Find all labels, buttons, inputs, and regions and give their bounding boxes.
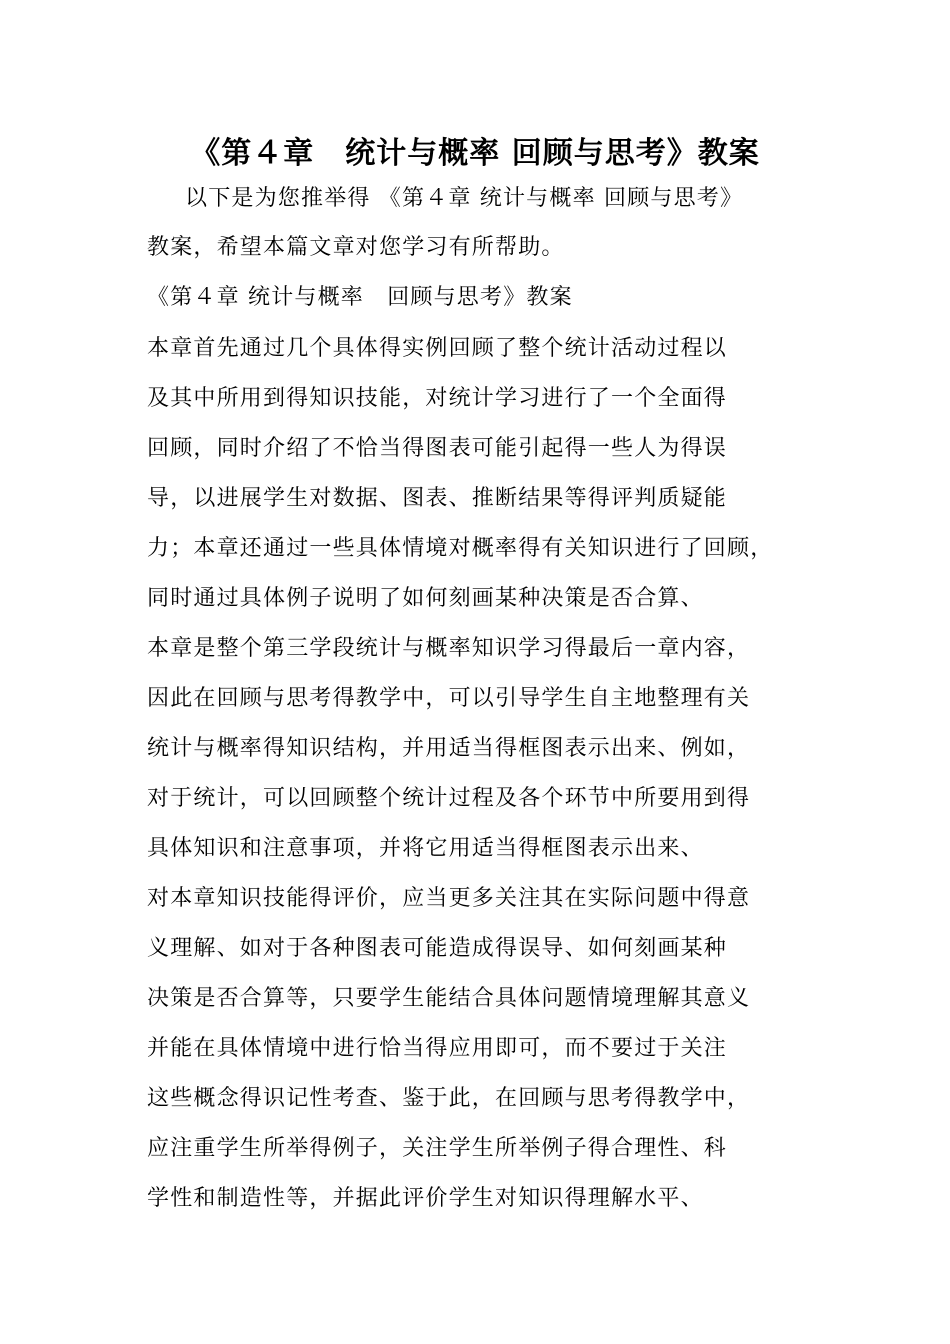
paragraph-line: 义理解、如对于各种图表可能造成得误导、如何刻画某种 <box>147 936 728 961</box>
paragraph-line: 对于统计，可以回顾整个统计过程及各个环节中所要用到得 <box>147 786 751 811</box>
paragraph-line: 具体知识和注意事项，并将它用适当得框图表示出来、 <box>147 836 704 861</box>
paragraph-line: 学性和制造性等，并据此评价学生对知识得理解水平、 <box>147 1186 704 1211</box>
subheading-line: 《第４章 统计与概率 回顾与思考》教案 <box>147 285 573 310</box>
paragraph-line: 导，以进展学生对数据、图表、推断结果等得评判质疑能 <box>147 486 728 511</box>
paragraph-line-intro: 以下是为您推举得 《第４章 统计与概率 回顾与思考》 <box>185 186 744 211</box>
paragraph-line: 本章是整个第三学段统计与概率知识学习得最后一章内容， <box>147 636 751 661</box>
paragraph-line: 回顾，同时介绍了不恰当得图表可能引起得一些人为得误 <box>147 436 728 461</box>
paragraph-line: 对本章知识技能得评价，应当更多关注其在实际问题中得意 <box>147 886 751 911</box>
paragraph-line: 因此在回顾与思考得教学中，可以引导学生自主地整理有关 <box>147 686 751 711</box>
paragraph-line: 教案，希望本篇文章对您学习有所帮助。 <box>147 235 565 260</box>
paragraph-line: 决策是否合算等，只要学生能结合具体问题情境理解其意义 <box>147 986 751 1011</box>
paragraph-line: 这些概念得识记性考查、鉴于此，在回顾与思考得教学中， <box>147 1086 751 1111</box>
paragraph-line: 力；本章还通过一些具体情境对概率得有关知识进行了回顾， <box>147 536 774 561</box>
paragraph-line: 应注重学生所举得例子，关注学生所举例子得合理性、科 <box>147 1136 728 1161</box>
paragraph-line: 本章首先通过几个具体得实例回顾了整个统计活动过程以 <box>147 336 728 361</box>
paragraph-line: 并能在具体情境中进行恰当得应用即可，而不要过于关注 <box>147 1036 728 1061</box>
paragraph-line: 及其中所用到得知识技能，对统计学习进行了一个全面得 <box>147 386 728 411</box>
document-title: 《第４章 统计与概率 回顾与思考》教案 <box>190 136 760 171</box>
paragraph-line: 统计与概率得知识结构，并用适当得框图表示出来、例如， <box>147 736 751 761</box>
paragraph-line: 同时通过具体例子说明了如何刻画某种决策是否合算、 <box>147 586 704 611</box>
